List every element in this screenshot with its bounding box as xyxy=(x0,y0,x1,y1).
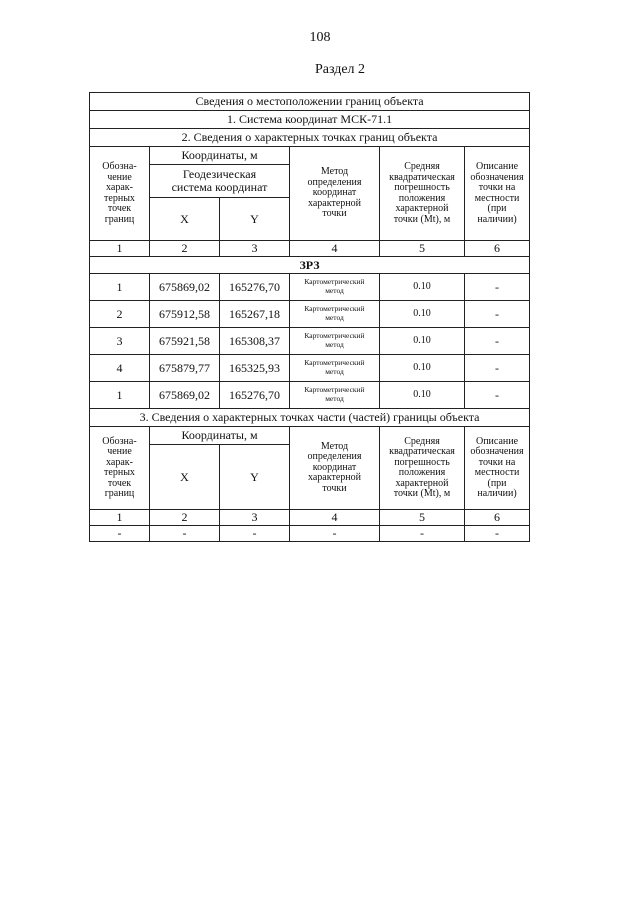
column-number: 5 xyxy=(380,241,465,257)
method-cell: Картометрический метод xyxy=(290,382,380,409)
header-description: Описание обозначения точки на местности (при наличии) xyxy=(465,427,530,510)
empty-cell: - xyxy=(220,526,290,542)
empty-cell: - xyxy=(290,526,380,542)
method-cell: Картометрический метод xyxy=(290,274,380,301)
table-row xyxy=(90,382,530,409)
header-method: Метод определения координат характерной точки xyxy=(290,427,380,510)
page-number: 108 xyxy=(309,30,331,45)
column-number: 4 xyxy=(290,510,380,526)
method-cell: Картометрический метод xyxy=(290,301,380,328)
coordinate-x: 675869,02 xyxy=(150,382,220,409)
coordinate-x: 675912,58 xyxy=(150,301,220,328)
point-number: 2 xyxy=(90,301,150,328)
mt-cell: 0.10 xyxy=(380,328,465,355)
coordinate-x: 675869,02 xyxy=(150,274,220,301)
method-cell: Картометрический метод xyxy=(290,355,380,382)
table-row xyxy=(90,526,530,542)
description-cell: - xyxy=(465,301,530,328)
column-number: 6 xyxy=(465,510,530,526)
coordinate-y: 165276,70 xyxy=(220,382,290,409)
column-number: 5 xyxy=(380,510,465,526)
header-coordinates: Координаты, м xyxy=(150,427,290,445)
description-cell: - xyxy=(465,274,530,301)
coordinate-y: 165325,93 xyxy=(220,355,290,382)
zone-label: ЗРЗ xyxy=(90,257,530,274)
header-description: Описание обозначения точки на местности (при наличии) xyxy=(465,147,530,241)
table-row xyxy=(90,274,530,301)
header-y: Y xyxy=(220,445,290,510)
parts-heading-row: 3. Сведения о характерных точках части (частей) границы объекта xyxy=(90,409,530,427)
header-error: Средняя квадратическая погрешность положения характерной точки (Mt), м xyxy=(380,147,465,241)
point-number: 1 xyxy=(90,382,150,409)
column-number: 2 xyxy=(150,510,220,526)
coordinate-y: 165276,70 xyxy=(220,274,290,301)
header-method: Метод определения координат характерной точки xyxy=(290,147,380,241)
mt-cell: 0.10 xyxy=(380,274,465,301)
mt-cell: 0.10 xyxy=(380,382,465,409)
column-number: 1 xyxy=(90,241,150,257)
empty-cell: - xyxy=(150,526,220,542)
table-caption: Сведения о местоположении границ объекта xyxy=(90,93,530,111)
table-row xyxy=(90,328,530,355)
coordinate-y: 165267,18 xyxy=(220,301,290,328)
column-number: 2 xyxy=(150,241,220,257)
column-number: 3 xyxy=(220,241,290,257)
column-number: 6 xyxy=(465,241,530,257)
point-number: 3 xyxy=(90,328,150,355)
header-x: X xyxy=(150,198,220,241)
empty-cell: - xyxy=(465,526,530,542)
table-row xyxy=(90,355,530,382)
description-cell: - xyxy=(465,382,530,409)
header-coordinates: Координаты, м xyxy=(150,147,290,165)
points-heading-row: 2. Сведения о характерных точках границ объекта xyxy=(90,129,530,147)
section-title: Раздел 2 xyxy=(314,62,366,77)
mt-cell: 0.10 xyxy=(380,355,465,382)
column-number: 3 xyxy=(220,510,290,526)
header-geodetic-system: Геодезическая система координат xyxy=(150,165,290,198)
table-row xyxy=(90,301,530,328)
boundary-table xyxy=(89,92,530,542)
point-number: 1 xyxy=(90,274,150,301)
header-point-designation: Обозна- чение харак- терных точек границ xyxy=(90,147,150,241)
column-number: 1 xyxy=(90,510,150,526)
column-number: 4 xyxy=(290,241,380,257)
point-number: 4 xyxy=(90,355,150,382)
coordinate-x: 675879,77 xyxy=(150,355,220,382)
method-cell: Картометрический метод xyxy=(290,328,380,355)
empty-cell: - xyxy=(90,526,150,542)
description-cell: - xyxy=(465,355,530,382)
empty-cell: - xyxy=(380,526,465,542)
header-error: Средняя квадратическая погрешность положения характерной точки (Mt), м xyxy=(380,427,465,510)
header-y: Y xyxy=(220,198,290,241)
description-cell: - xyxy=(465,328,530,355)
coordinate-system-row: 1. Система координат МСК-71.1 xyxy=(90,111,530,129)
header-point-designation: Обозна- чение харак- терных точек границ xyxy=(90,427,150,510)
mt-cell: 0.10 xyxy=(380,301,465,328)
header-x: X xyxy=(150,445,220,510)
coordinate-x: 675921,58 xyxy=(150,328,220,355)
coordinate-y: 165308,37 xyxy=(220,328,290,355)
